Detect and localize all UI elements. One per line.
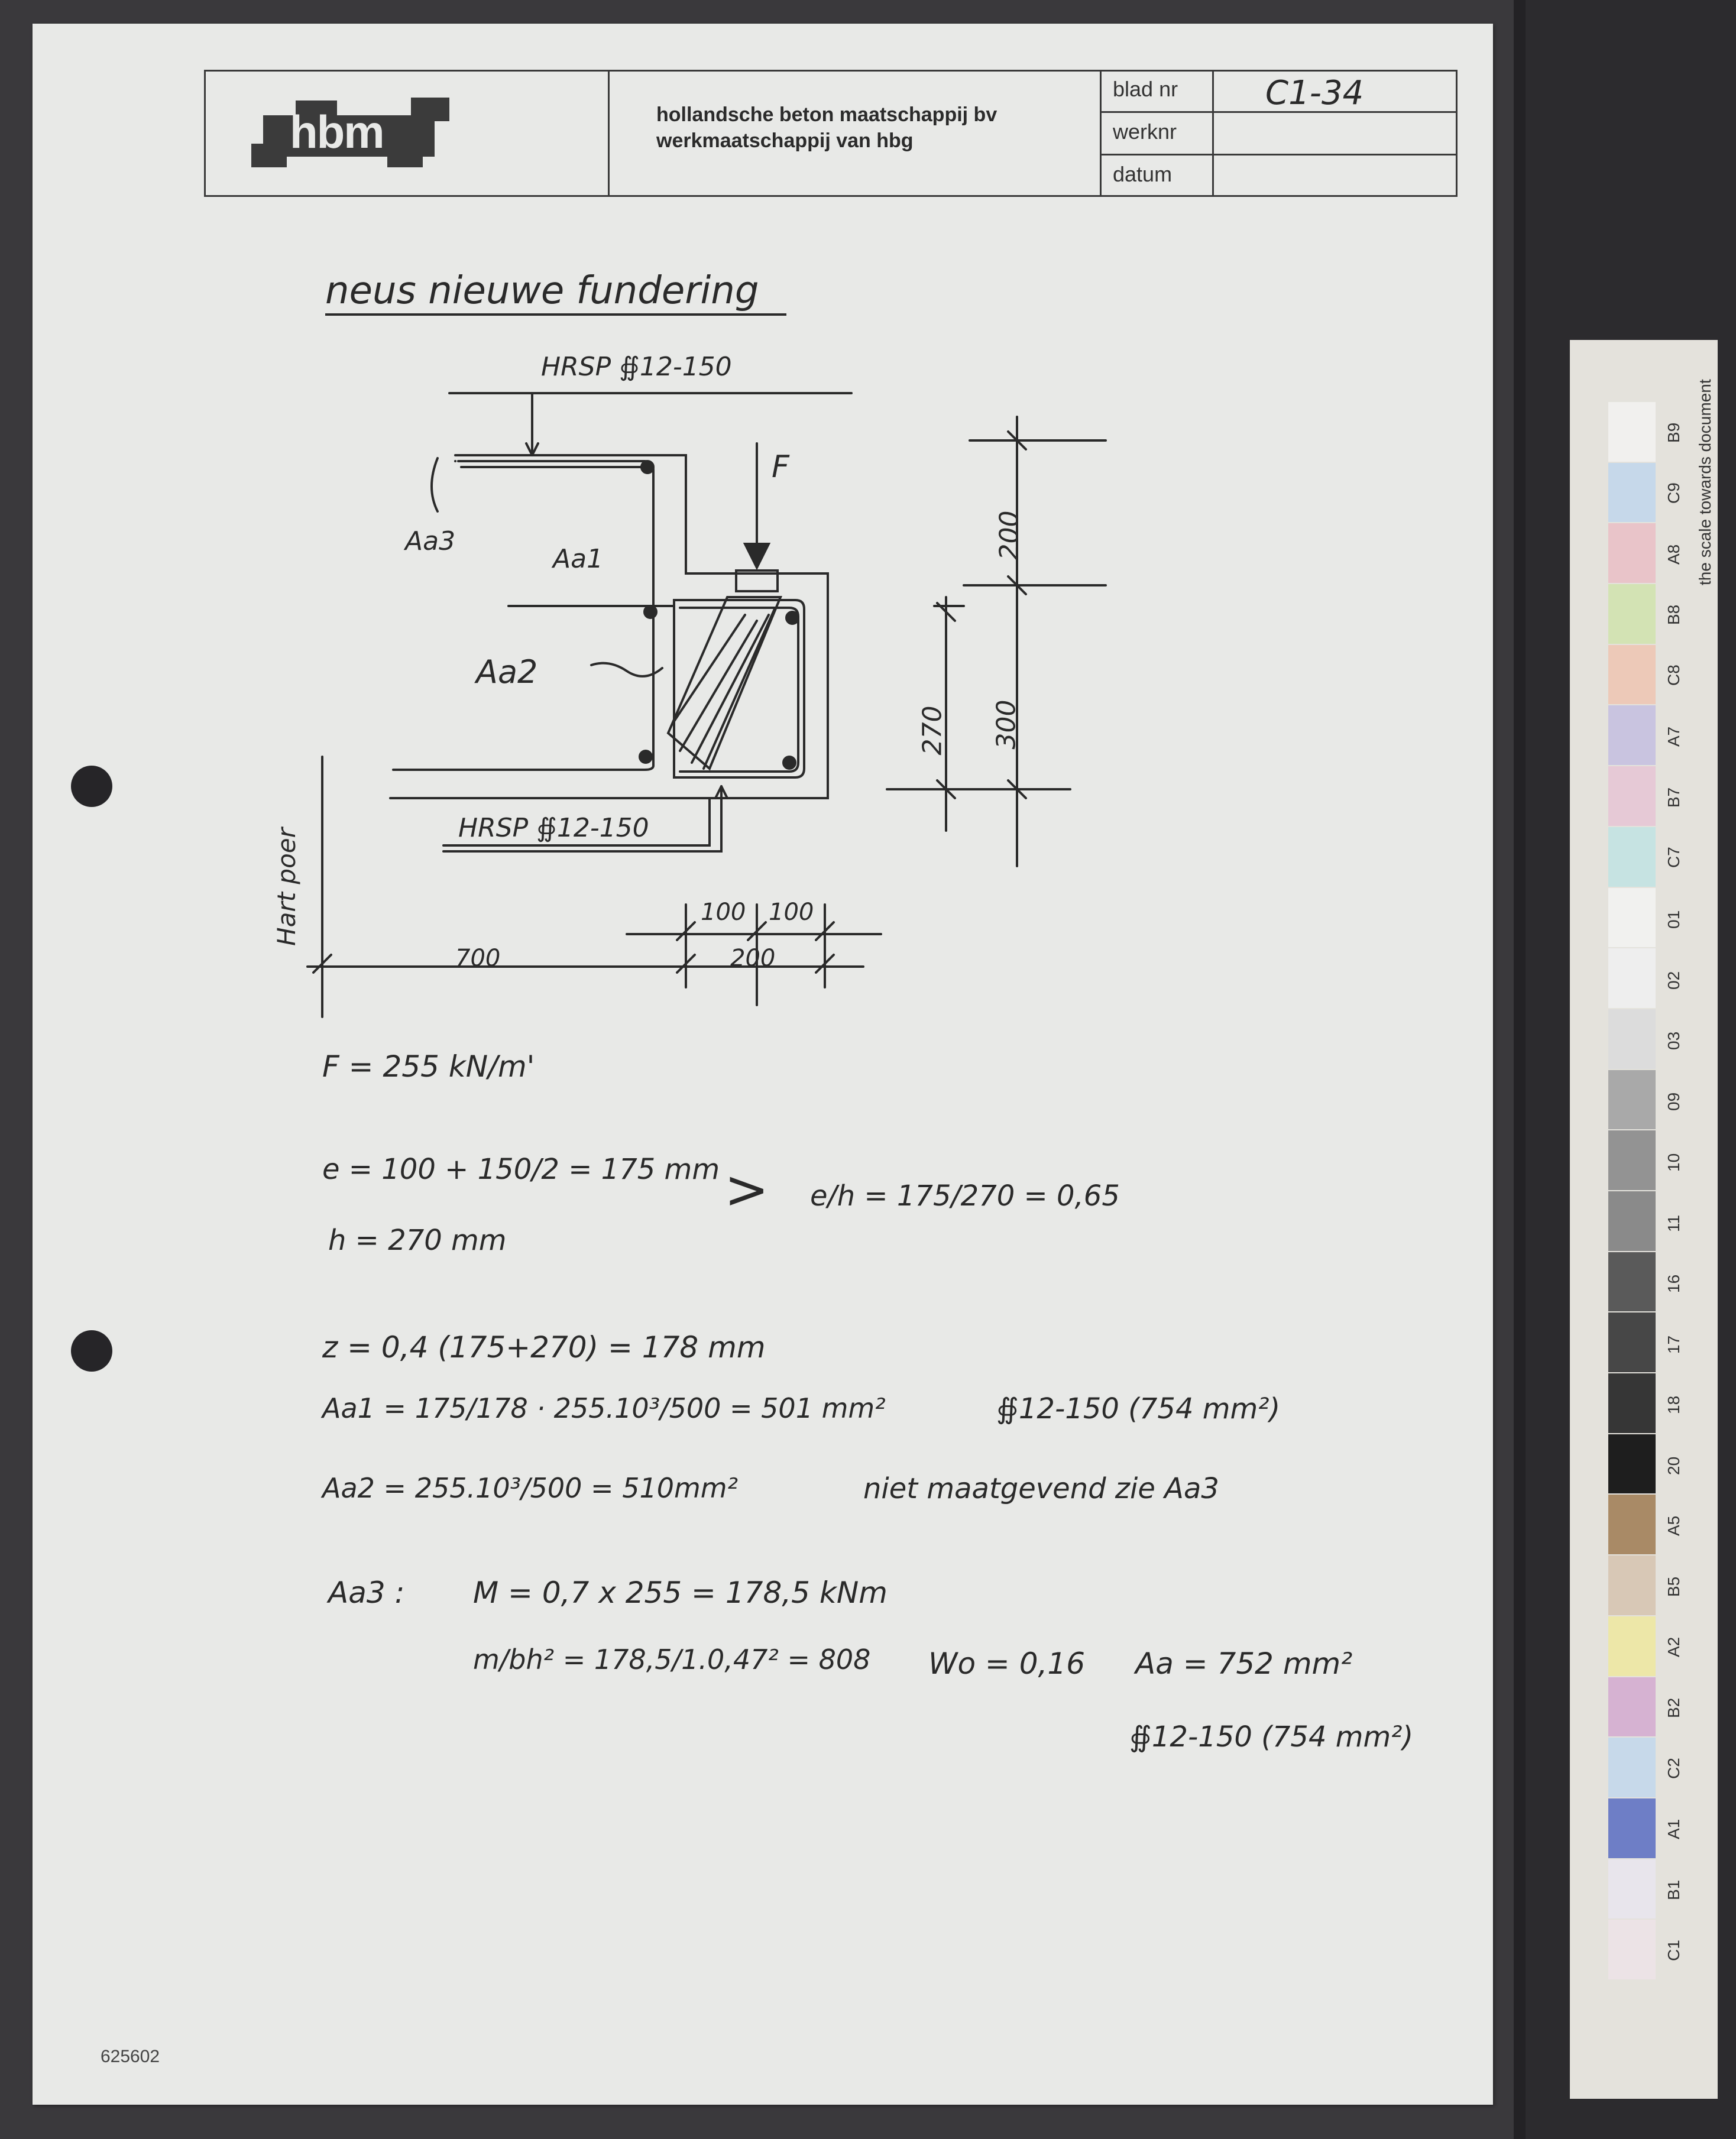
calc-aa: Aa = 752 mm² bbox=[1135, 1647, 1353, 1681]
color-swatch bbox=[1608, 645, 1656, 705]
color-swatch-label: C9 bbox=[1664, 482, 1683, 504]
color-swatch bbox=[1608, 888, 1656, 948]
header-divider-1 bbox=[608, 70, 610, 197]
color-swatches bbox=[1608, 402, 1683, 1981]
color-swatch-label: A8 bbox=[1664, 544, 1683, 565]
label-hart-poer: Hart poer bbox=[272, 828, 301, 946]
color-swatch-label: 03 bbox=[1664, 1032, 1683, 1051]
color-swatch-label: 09 bbox=[1664, 1092, 1683, 1111]
color-swatch bbox=[1608, 827, 1656, 887]
color-swatch-label: B9 bbox=[1664, 423, 1683, 443]
color-swatch bbox=[1608, 948, 1656, 1008]
color-swatch-label: C7 bbox=[1664, 847, 1683, 868]
color-swatch bbox=[1608, 523, 1656, 583]
label-werknr: werknr bbox=[1113, 119, 1177, 144]
logo-text: hbm bbox=[290, 106, 384, 158]
color-swatch bbox=[1608, 402, 1656, 462]
value-blad-nr: C1-34 bbox=[1265, 74, 1364, 112]
color-swatch bbox=[1608, 1312, 1656, 1372]
dim-200-vertical: 200 bbox=[994, 510, 1025, 560]
sketch-title: neus nieuwe fundering bbox=[325, 269, 759, 313]
punch-hole-top bbox=[71, 766, 112, 807]
color-swatch bbox=[1608, 1920, 1656, 1979]
color-swatch-label: 02 bbox=[1664, 971, 1683, 990]
calc-aa3-label: Aa3 : bbox=[328, 1576, 405, 1610]
color-swatch bbox=[1608, 1738, 1656, 1797]
color-swatch bbox=[1608, 584, 1656, 644]
color-swatch-label: 11 bbox=[1664, 1215, 1683, 1233]
company-name: hollandsche beton maatschappij bv bbox=[656, 103, 997, 126]
foundation-section-drawing bbox=[260, 343, 1147, 1029]
dim-270: 270 bbox=[917, 705, 948, 756]
color-swatch bbox=[1608, 1555, 1656, 1615]
color-swatch bbox=[1608, 1495, 1656, 1554]
color-scale-heading: the scale towards document bbox=[1696, 379, 1714, 585]
color-swatch-label: C1 bbox=[1664, 1939, 1683, 1961]
title-underline bbox=[325, 313, 786, 316]
color-swatch-label: B1 bbox=[1664, 1879, 1683, 1900]
dim-100-b: 100 bbox=[769, 899, 814, 926]
label-aa1: Aa1 bbox=[553, 544, 604, 574]
calc-z: z = 0,4 (175+270) = 178 mm bbox=[322, 1330, 766, 1365]
brace: > bbox=[724, 1159, 769, 1221]
dim-700: 700 bbox=[455, 945, 501, 972]
document-number: 625602 bbox=[101, 2047, 160, 2066]
header-divider-3 bbox=[1212, 70, 1214, 197]
color-swatch-label: B7 bbox=[1664, 787, 1683, 808]
color-swatch-label: C8 bbox=[1664, 665, 1683, 686]
calc-aa1-rebar: ∯12-150 (754 mm²) bbox=[996, 1392, 1281, 1425]
dim-300: 300 bbox=[991, 699, 1022, 750]
label-blad-nr: blad nr bbox=[1113, 77, 1178, 101]
color-swatch-label: B2 bbox=[1664, 1697, 1683, 1718]
calc-final-rebar: ∯12-150 (754 mm²) bbox=[1129, 1720, 1414, 1754]
color-swatch bbox=[1608, 1130, 1656, 1190]
color-swatch bbox=[1608, 1859, 1656, 1919]
color-swatch-label: A2 bbox=[1664, 1636, 1683, 1658]
calc-aa2: Aa2 = 255.10³/500 = 510mm² bbox=[322, 1472, 739, 1504]
color-swatch bbox=[1608, 1070, 1656, 1130]
color-swatch-label: 18 bbox=[1664, 1396, 1683, 1415]
dim-200-horizontal: 200 bbox=[730, 945, 776, 972]
calc-h: h = 270 mm bbox=[328, 1224, 507, 1257]
calc-wo: Wo = 0,16 bbox=[928, 1647, 1086, 1681]
color-swatch-label: 16 bbox=[1664, 1274, 1683, 1294]
calc-e: e = 100 + 150/2 = 175 mm bbox=[322, 1153, 720, 1186]
color-swatch bbox=[1608, 1798, 1656, 1858]
color-swatch bbox=[1608, 1616, 1656, 1676]
label-aa2: Aa2 bbox=[476, 653, 538, 691]
document-sheet bbox=[33, 24, 1493, 2105]
color-swatch-label: B8 bbox=[1664, 605, 1683, 626]
color-swatch-label: C2 bbox=[1664, 1757, 1683, 1779]
header-row-line-2 bbox=[1100, 154, 1458, 155]
color-swatch bbox=[1608, 1677, 1656, 1737]
calc-force: F = 255 kN/m' bbox=[322, 1049, 535, 1084]
calc-moment: M = 0,7 x 255 = 178,5 kNm bbox=[473, 1576, 888, 1610]
color-swatch-label: 17 bbox=[1664, 1335, 1683, 1354]
header-divider-2 bbox=[1100, 70, 1102, 197]
label-force: F bbox=[772, 449, 789, 485]
label-datum: datum bbox=[1113, 162, 1173, 186]
color-swatch-label: A5 bbox=[1664, 1515, 1683, 1536]
color-swatch bbox=[1608, 1434, 1656, 1494]
company-subsidiary: werkmaatschappij van hbg bbox=[656, 129, 914, 152]
rebar-bottom-label: HRSP ∯12-150 bbox=[458, 813, 649, 843]
color-swatch-label: A7 bbox=[1664, 726, 1683, 747]
calc-aa1: Aa1 = 175/178 · 255.10³/500 = 501 mm² bbox=[322, 1392, 886, 1424]
color-swatch bbox=[1608, 1191, 1656, 1251]
color-swatch bbox=[1608, 1252, 1656, 1312]
color-swatch bbox=[1608, 1009, 1656, 1069]
color-swatch-label: B5 bbox=[1664, 1576, 1683, 1597]
color-swatch-label: 01 bbox=[1664, 910, 1683, 929]
calc-e-over-h: e/h = 175/270 = 0,65 bbox=[810, 1179, 1120, 1213]
punch-hole-bottom bbox=[71, 1330, 112, 1372]
color-swatch-label: A1 bbox=[1664, 1819, 1683, 1840]
dim-100-a: 100 bbox=[701, 899, 746, 926]
color-swatch bbox=[1608, 705, 1656, 765]
color-swatch bbox=[1608, 1373, 1656, 1433]
color-swatch bbox=[1608, 766, 1656, 826]
color-swatch bbox=[1608, 463, 1656, 523]
calc-m-bh2: m/bh² = 178,5/1.0,47² = 808 bbox=[473, 1644, 871, 1675]
color-swatch-label: 10 bbox=[1664, 1153, 1683, 1172]
rebar-top-label: HRSP ∯12-150 bbox=[541, 352, 732, 382]
calc-aa2-note: niet maatgevend zie Aa3 bbox=[863, 1472, 1219, 1505]
label-aa3: Aa3 bbox=[405, 526, 456, 556]
color-swatch-label: 20 bbox=[1664, 1456, 1683, 1476]
